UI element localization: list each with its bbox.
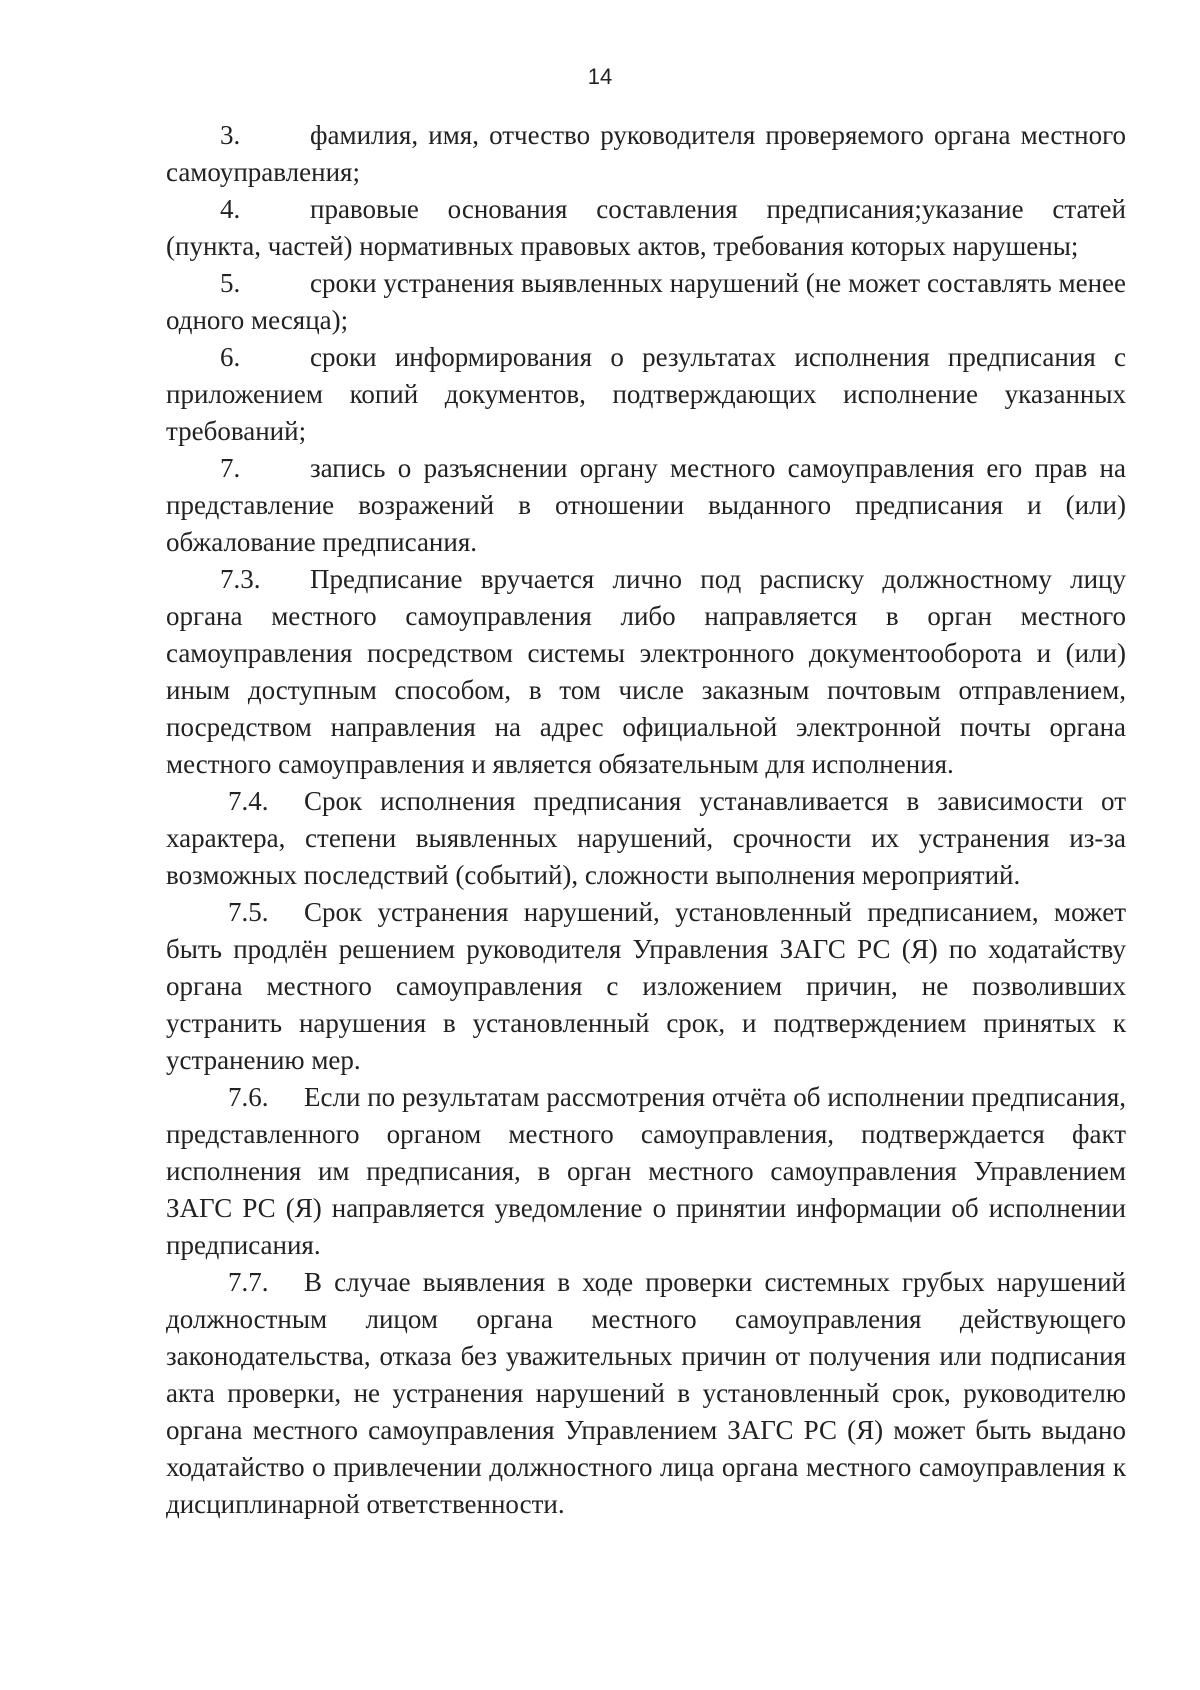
section-number: 7.7. [228, 1267, 269, 1297]
section-text: Если по результатам рассмотрения отчёта об исполнении предписания, представленного органом местного самоуправления, подтверждается факт исполнения им предписания, в орган местного самоуправления Управлением ЗАГС РС (Я) направляется уведомление о принятии информации об исполнении предписания. [166, 1082, 1126, 1260]
item-number: 5. [220, 268, 241, 298]
list-item-7 [166, 450, 1126, 561]
item-number: 7. [220, 453, 241, 483]
document-body [166, 117, 1126, 1523]
section-text: В случае выявления в ходе проверки системных грубых нарушений должностным лицом органа местного самоуправления действующего законодательства, отказа без уважительных причин от получения или подписания акта проверки, не устранения нарушений в установленный срок, руководителю органа местного самоуправления Управлением ЗАГС РС (Я) может быть выдано ходатайство о привлечении должностного лица органа местного самоуправления к дисциплинарной ответственности. [166, 1267, 1126, 1519]
section-7-4 [166, 783, 1126, 894]
item-text: правовые основания составления предписания;указание статей (пункта, частей) нормативных правовых актов, требования которых нарушены; [166, 194, 1126, 261]
section-7-7 [166, 1264, 1126, 1523]
item-text: сроки устранения выявленных нарушений (не может составлять менее одного месяца); [166, 268, 1126, 335]
section-text: Срок исполнения предписания устанавливается в зависимости от характера, степени выявленных нарушений, срочности их устранения из-за возможных последствий (событий), сложности выполнения мероприятий. [166, 786, 1126, 890]
section-7-5 [166, 894, 1126, 1079]
item-text: фамилия, имя, отчество руководителя проверяемого органа местного самоуправления; [166, 120, 1126, 187]
list-item-6 [166, 339, 1126, 450]
item-number: 4. [220, 194, 241, 224]
list-item-5 [166, 265, 1126, 339]
item-text: запись о разъяснении органу местного самоуправления его прав на представление возражений в отношении выданного предписания и (или) обжалование предписания. [166, 453, 1126, 557]
section-7-3 [166, 561, 1126, 783]
item-number: 3. [220, 120, 241, 150]
section-number: 7.5. [228, 897, 269, 927]
section-number: 7.3. [220, 564, 261, 594]
item-number: 6. [220, 342, 241, 372]
section-7-6 [166, 1079, 1126, 1264]
list-item-4 [166, 191, 1126, 265]
section-text: Предписание вручается лично под расписку должностному лицу органа местного самоуправления либо направляется в орган местного самоуправления посредством системы электронного документооборота и (или) иным доступным способом, в том числе заказным почтовым отправлением, посредством направления на адрес официальной электронной почты органа местного самоуправления и является обязательным для исполнения. [166, 564, 1126, 779]
page-number: 14 [587, 64, 613, 89]
list-item-3 [166, 117, 1126, 191]
section-text: Срок устранения нарушений, установленный предписанием, может быть продлён решением руководителя Управления ЗАГС РС (Я) по ходатайству органа местного самоуправления с изложением причин, не позволивших устранить нарушения в установленный срок, и подтверждением принятых к устранению мер. [166, 897, 1126, 1075]
item-text: сроки информирования о результатах исполнения предписания с приложением копий документов, подтверждающих исполнение указанных требований; [166, 342, 1126, 446]
section-number: 7.4. [228, 786, 269, 816]
section-number: 7.6. [228, 1082, 269, 1112]
